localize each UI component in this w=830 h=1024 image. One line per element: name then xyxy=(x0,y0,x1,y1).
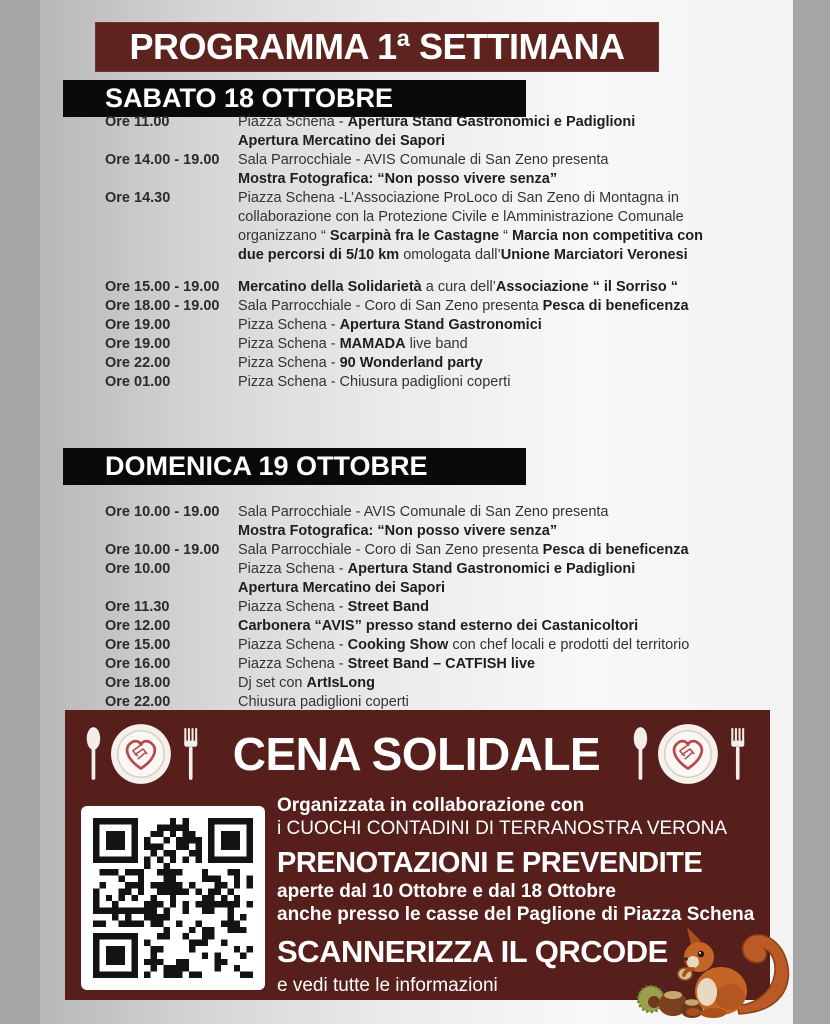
event-description: Sala Parrocchiale - Coro di San Zeno presenta Pesca di beneficenza xyxy=(238,542,689,558)
event-description: Piazza Schena -L’Associazione ProLoco di San Zeno di Montagna in collaborazione con la Protezione Civile e lAmministrazione Comunale organizzano “ Scarpinà fra le Castagne “ Marcia non competitiva con due percorsi di 5/10 km omologata dall’Unione Marciatori Veronesi xyxy=(238,190,703,263)
event-description: Mercatino della Solidarietà a cura dell’Associazione “ il Sorriso “ xyxy=(238,279,678,295)
event-row xyxy=(105,113,773,151)
event-time: Ore 15.00 - 19.00 xyxy=(105,279,220,295)
cena-heading-scannerizza: SCANNERIZZA IL QRCODE xyxy=(277,934,668,969)
day-banner-saturday xyxy=(63,80,526,117)
day-label: DOMENICA 19 OTTOBRE xyxy=(105,451,428,481)
event-time: Ore 22.00 xyxy=(105,694,171,710)
event-time: Ore 10.00 - 19.00 xyxy=(105,504,220,520)
schedule-sunday xyxy=(105,503,773,712)
event-row xyxy=(105,335,773,354)
event-description: Dj set con ArtIsLong xyxy=(238,675,375,691)
event-time: Ore 18.00 xyxy=(105,675,171,691)
event-row xyxy=(105,354,773,373)
event-row xyxy=(105,598,773,617)
qr-code-pattern xyxy=(93,818,253,978)
event-time: Ore 12.00 xyxy=(105,618,171,634)
schedule-saturday xyxy=(105,113,773,392)
event-row xyxy=(105,636,773,655)
event-description: Piazza Schena - Street Band xyxy=(238,599,430,615)
program-title-banner xyxy=(95,22,659,72)
event-description: Pizza Schena - Apertura Stand Gastronomici xyxy=(238,317,542,333)
event-row xyxy=(105,278,773,297)
event-time: Ore 14.00 - 19.00 xyxy=(105,152,220,168)
cena-solidale-box xyxy=(65,710,770,1000)
event-time: Ore 22.00 xyxy=(105,355,171,371)
event-description: Pizza Schena - 90 Wonderland party xyxy=(238,355,483,371)
event-description: Sala Parrocchiale - AVIS Comunale di San Zeno presenta Mostra Fotografica: “Non posso vivere senza” xyxy=(238,152,609,187)
event-time: Ore 10.00 xyxy=(105,561,171,577)
event-description: Sala Parrocchiale - AVIS Comunale di San Zeno presenta Mostra Fotografica: “Non posso vivere senza” xyxy=(238,504,609,539)
event-time: Ore 19.00 xyxy=(105,336,171,352)
event-description: Pizza Schena - MAMADA live band xyxy=(238,336,468,352)
squirrel-with-chestnuts-illustration xyxy=(629,899,804,1024)
qr-code xyxy=(81,806,265,990)
event-description: Pizza Schena - Chiusura padiglioni coperti xyxy=(238,374,511,390)
event-description: Piazza Schena - Apertura Stand Gastronomici e Padiglioni Apertura Mercatino dei Sapori xyxy=(238,561,636,596)
event-time: Ore 19.00 xyxy=(105,317,171,333)
event-row xyxy=(105,503,773,541)
event-time: Ore 01.00 xyxy=(105,374,171,390)
event-time: Ore 18.00 - 19.00 xyxy=(105,298,220,314)
event-row xyxy=(105,541,773,560)
cena-heading-prenotazioni: PRENOTAZIONI E PREVENDITE xyxy=(277,847,703,879)
event-row xyxy=(105,655,773,674)
cena-title: CENA SOLIDALE xyxy=(232,728,601,780)
event-time: Ore 10.00 - 19.00 xyxy=(105,542,220,558)
event-time: Ore 11.00 xyxy=(105,114,170,130)
event-description: Piazza Schena - Apertura Stand Gastronomici e Padiglioni Apertura Mercatino dei Sapori xyxy=(238,114,636,149)
event-time: Ore 11.30 xyxy=(105,599,170,615)
event-time: Ore 15.00 xyxy=(105,637,171,653)
event-description: Chiusura padiglioni coperti xyxy=(238,694,409,710)
place-setting-icon xyxy=(626,722,754,786)
event-description: Sala Parrocchiale - Coro di San Zeno presenta Pesca di beneficenza xyxy=(238,298,689,314)
event-row xyxy=(105,189,773,265)
event-time: Ore 14.30 xyxy=(105,190,171,206)
cena-scannerizza-line: e vedi tutte le informazioni xyxy=(277,975,498,996)
event-description: Piazza Schena - Cooking Show con chef locali e prodotti del territorio xyxy=(238,637,690,653)
cena-header xyxy=(65,710,770,786)
event-row xyxy=(105,373,773,392)
event-row xyxy=(105,674,773,693)
program-title: PROGRAMMA 1ª SETTIMANA xyxy=(129,26,625,67)
event-row xyxy=(105,316,773,335)
event-row xyxy=(105,297,773,316)
event-description: Piazza Schena - Street Band – CATFISH live xyxy=(238,656,536,672)
cena-org-line1: Organizzata in collaborazione con xyxy=(277,795,585,816)
cena-prenotazioni-line2: anche presso le casse del Paglione di Piazza Schena xyxy=(277,904,755,925)
place-setting-icon xyxy=(79,722,207,786)
event-time: Ore 16.00 xyxy=(105,656,171,672)
event-row xyxy=(105,151,773,189)
cena-org-line2: i CUOCHI CONTADINI DI TERRANOSTRA VERONA xyxy=(277,818,728,839)
event-description: Carbonera “AVIS” presso stand esterno dei Castanicoltori xyxy=(238,618,639,634)
event-row xyxy=(105,617,773,636)
cena-prenotazioni-line1: aperte dal 10 Ottobre e dal 18 Ottobre xyxy=(277,881,616,902)
day-banner-sunday xyxy=(63,448,526,485)
day-label: SABATO 18 OTTOBRE xyxy=(105,83,394,113)
event-row xyxy=(105,560,773,598)
